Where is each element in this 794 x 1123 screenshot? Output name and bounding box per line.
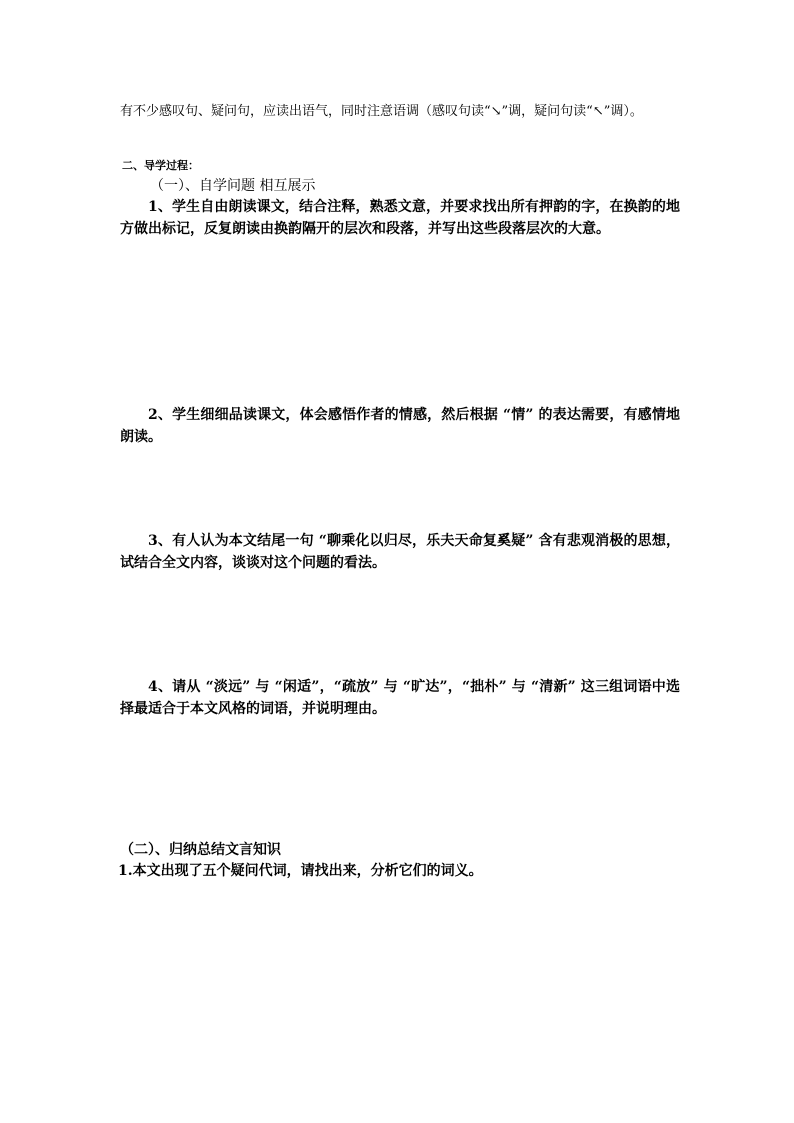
subsection-heading-2: （二）、归纳总结文言知识 [120, 842, 281, 858]
subsection-heading-1: （一）、自学问题 相互展示 [150, 178, 316, 194]
section-title: 二、导学过程： [122, 159, 199, 172]
question-1: 1、学生自由朗读课文，结合注释，熟悉文意，并要求找出所有押韵的字，在换韵的地方做出标记，反复朗读由换韵隔开的层次和段落，并写出这些段落层次的大意。 [120, 199, 680, 237]
question-4: 4、请从 “淡远” 与 “闲适”，“疏放” 与 “旷达”，“拙朴” 与 “清新” 这三组词语中选择最适合于本文风格的词语，并说明理由。 [120, 679, 680, 717]
question-3: 3、有人认为本文结尾一句 “聊乘化以归尽，乐夫天命复奚疑” 含有悲观消极的思想，试结合全文内容，谈谈对这个问题的看法。 [120, 533, 680, 571]
subsection-2-item-1: 1.本文出现了五个疑问代词，请找出来，分析它们的词义。 [118, 863, 483, 879]
question-2: 2、学生细细品读课文，体会感悟作者的情感，然后根据 “情” 的表达需要，有感情地朗读。 [120, 407, 680, 445]
intro-line: 有不少感叹句、疑问句，应读出语气，同时注意语调（感叹句读“↘”调，疑问句读“↖”调）。 [120, 104, 643, 119]
